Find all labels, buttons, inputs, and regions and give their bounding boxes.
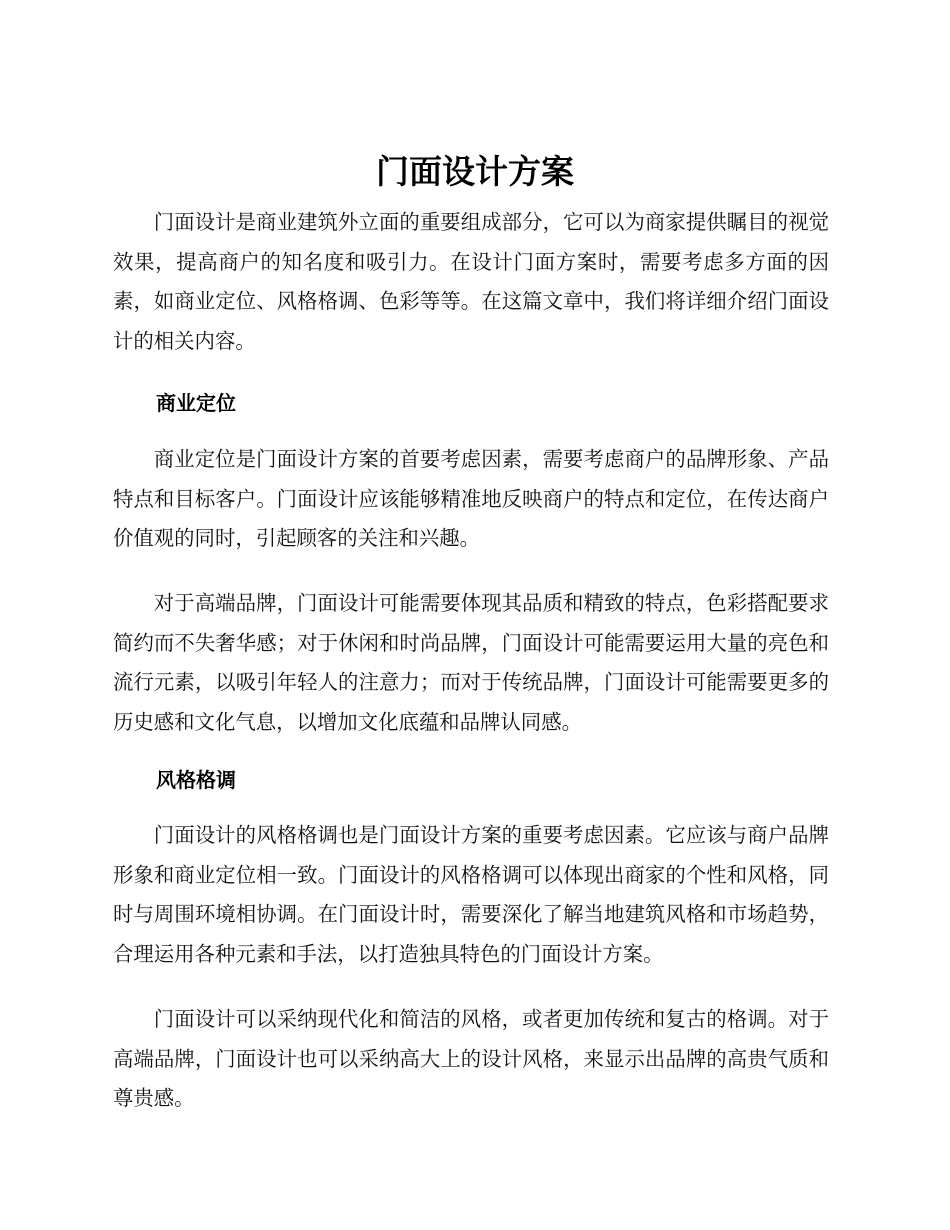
paragraph-business-positioning-2: 对于高端品牌，门面设计可能需要体现其品质和精致的特点，色彩搭配要求简约而不失奢华感；对于休闲和时尚品牌，门面设计可能需要运用大量的亮色和流行元素，以吸引年轻人的注意力；而对于传统品牌，门面设计可能需要更多的历史感和文化气息，以增加文化底蕴和品牌认同感。 [113,591,829,734]
paragraph-style-1: 门面设计的风格格调也是门面设计方案的重要考虑因素。它应该与商户品牌形象和商业定位相一致。门面设计的风格格调可以体现出商家的个性和风格，同时与周围环境相协调。在门面设计时，需要深化了解当地建筑风格和市场趋势，合理运用各种元素和手法，以打造独具特色的门面设计方案。 [113,823,829,966]
paragraph-style-2: 门面设计可以采纳现代化和简洁的风格，或者更加传统和复古的格调。对于高端品牌，门面设计也可以采纳高大上的设计风格，来显示出品牌的高贵气质和尊贵感。 [113,1007,829,1110]
intro-paragraph: 门面设计是商业建筑外立面的重要组成部分，它可以为商家提供瞩目的视觉效果，提高商户的知名度和吸引力。在设计门面方案时，需要考虑多方面的因素，如商业定位、风格格调、色彩等等。在这篇文章中，我们将详细介绍门面设计的相关内容。 [113,210,829,353]
section-heading-style: 风格格调 [156,768,236,792]
document-title: 门面设计方案 [376,152,574,191]
paragraph-business-positioning-1: 商业定位是门面设计方案的首要考虑因素，需要考虑商户的品牌形象、产品特点和目标客户。门面设计应该能够精准地反映商户的特点和定位，在传达商户价值观的同时，引起顾客的关注和兴趣。 [113,447,829,550]
section-heading-business-positioning: 商业定位 [156,391,236,415]
